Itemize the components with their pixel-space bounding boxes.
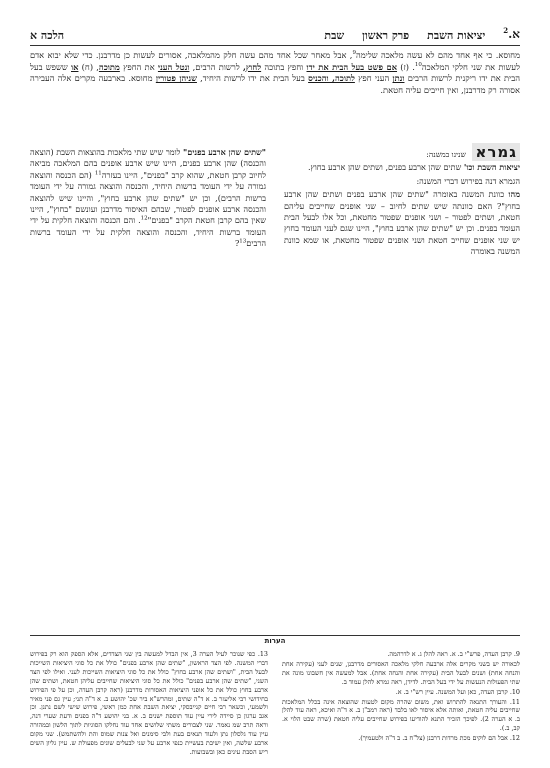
explanation-intro: הגמרא דנה בפירוש דברי המשנה:	[416, 175, 520, 186]
footnote-item: 12. אבל הם לוקים מכת מרדות דרבנן (צל"ח ב. ב ד"ה ולטעמיך).	[358, 734, 520, 743]
left-column-body: "שתים שהן ארבע בפנים" לומר שיש שתי מלאכות בהוצאות השבת (הוצאה והכנסה) שהן ארבע בפנים, היינו שיש ארבע אופנים בהם המלאכה מביאה לחיוב קרבן חטאת, שהוא קרב "בפנים", היינו בעזרה$^{11}$ (הם הכנסה והוצאה גמורה על ידי העומד ברשות היחיד, והכנסה והוצאה גמורה על ידי העומד ברשות הרבים), וכן יש "שתים שהן ארבע בחוץ", והיינו שיש להוצאה והכנסה ארבע אופנים לפטור, שבהם האיסור מדרבנן ועונשם "בחוץ", היינו שאין בהם קרבן חטאת הקרב "בפנים"$^{12}$. והם הכנסה והוצאה חלקית על ידי העומד ברשות היחיד, והכנסה והוצאה חלקית על ידי העומד ברשות הרבים$^{13}$?	[30, 147, 266, 249]
mishna-quote: יציאות השבת וכו' שתים שהן ארבע בפנים, ושתים שהן ארבע בחוץ.	[307, 162, 520, 173]
gemara-title: גמרא	[472, 143, 520, 161]
folio-number: א.$^2$	[503, 26, 520, 41]
document-page	[30, 20, 521, 756]
footnote-ref[interactable]: 11	[94, 170, 102, 177]
top-paragraph: מחוסא. כי אף אחד מהם לא עשה מלאכה שלימה$^9$, אבל מאחר שכל אחד מהם עשה חלק מהמלאכה, אסורים לעשות כן מדרבנן. כדי שלא יבוא אדם לעשות את שני חלקי המלאכה$^{10}$. (ז) אם פשט בעל הבית את ידו וחפץ בתוכה לחוץ, לרשות הרבים, ונטל העני את החפץ מתוכה, (ח) או ששפש בעל הבית את ידו ריקנית לרשות הרבים ונתן העני חפץ לתוכה, והכניס בעל הבית את ידו לרשות היחיד, שניהן פטורין מחוסא. בארבעה מקרים אלה העבירה אסורה רק מדרבנן, ואין חייבים עליה חטאת.	[30, 50, 520, 95]
footnote-ref[interactable]: 13	[239, 238, 247, 245]
header-section-title: יציאות השבת	[427, 29, 486, 42]
main-columns	[30, 143, 520, 387]
footnote-item: 11. והעורך התנאה להתרוש ואת, משום שהרה מקום לטעות שהוצאה אינה בכלל המלאכות שחייבים עליה חטאת, ואותה אלא איסור לאו בלבד (ראה רמב"ן ב. א ד"ה ואיכא, ראה עוד להלן ב. א הערה 2). לפיכך הזכיר התנא להודיעו בפירוש שחייבים עליה חטאת (שרה שבט הלוי א. קב, ב.).	[282, 697, 521, 733]
footnote-item: לכאורה יש בשני מקרים אלה ארבעה חלקי מלאכה האסורים מדרבנן, שנים לעני (עקירה אחת והנחה אחת) ושנים לבעל הבית (עקירה אחת והנחה אחת). אבל למעשה אין חשבונו מונה את שתי הפעולות הנעשות על ידי בעל הבית. לדידן, ראה גמרא להלן עמוד ב.	[282, 659, 520, 686]
footnote-ref[interactable]: 12	[140, 215, 148, 222]
footnote-ref[interactable]: 10	[414, 61, 422, 68]
footnotes-left-column	[30, 650, 268, 758]
footnotes-right-column	[282, 650, 520, 758]
footnote-ref[interactable]: 9	[352, 50, 356, 57]
left-column	[30, 147, 266, 387]
gemara-intro-line: גמרא שנינו במשנה:	[284, 147, 520, 160]
footnotes-divider	[30, 635, 520, 636]
header-right-group	[324, 26, 520, 42]
right-column	[284, 143, 520, 387]
header-halacha: הלכה א	[30, 29, 65, 42]
running-header	[30, 20, 520, 46]
footnotes-section	[30, 650, 520, 758]
footnote-item: 10. קרבן העדה, כאן ועל המשנה. עיין רש"י ב. א.	[395, 687, 520, 696]
right-column-body: מהו כוונת המשנה באומרה "שתים שהן ארבע בפנים ושתים שהן ארבע בחוץ"? האם כוונתה שיש שתים לחיוב – שני אופנים שחייבים עליהם חטאת, ושתים לפטור – ושני אופנים שפטור מחטאת, וכל אלו לבעל הבית העומד בפנים. וכן יש "שתים שהן ארבע בחוץ", היינו שגם לעני העומד בחוץ יש שני אופנים שחייב חטאת ושני אופנים שפטור מחטאת, או שמא כוונת המשנה באומרה	[284, 189, 520, 257]
footnote-item: 9. קרבן העדה, פרש"י ב. א. ראה להלן ג. א לדרהמה.	[387, 650, 520, 658]
header-tractate: שבת	[324, 29, 345, 42]
footnotes-heading: הערות	[264, 637, 286, 645]
header-chapter: פרק ראשון	[362, 29, 410, 42]
footnote-item: 13. כפי שנוכר לעיל הערה 3, אין הבדל למעשה בין שני הצדדים, אלא הספק הוא רק בפירוש דברי המשנה. לפי הצד הראשון, "שתים שהן ארבע בפנים" כולל את כל סוגי היציאות השייכות לבעל הבית, "ושתים שהן ארבע בחוץ" כולל את כל סוגי היציאות השייכות לעני. ואילו לפי הצד השני, "שתים שהן ארבע בפנים" כולל את כל סוגי היציאות שחייבים עליהן חטאת, ושתים שהן ארבע בחוץ כולל את כל אופני היציאות האסורות מדרבנן (ראה קרבן העדה, וכן על פי הפירוש בחידושי רבי אליעזר ב. א ד"ה שתים, ומהרש"א ביר שכ' יהושע ב. א ד"ה תני; עיין גם פני מאיר ולשמעי, וכשאר רבי חיים קנייבסקי, יציאת השבת אחת כמן ראשי, פירוש שישי לשם נתנן. וכן אגב ערגון כן סיידה לירי עיין עוד תוספת ישנים ב. א. בני יהושע ד"ה בפנים ודעת שערי דנה, וראה תרב שמ נאמר. שני לצבורים משתי שלושים אחד עוד נחלקו הסוגיות לתוך הלשון ובמהורה עיין עוד גלסלון נתן ולעוד תנאים בעת ולבי סימנים ואל צנות שמוס והת ולהשתמש). שני מקום ארבע שלשה, ואין ישיבת בעשיית כנפי ארבע על שני לבעלים שונים מפעולת ש. עיין גליון השים ריש הסבת עינים כאן ובשבועות.	[30, 650, 268, 756]
